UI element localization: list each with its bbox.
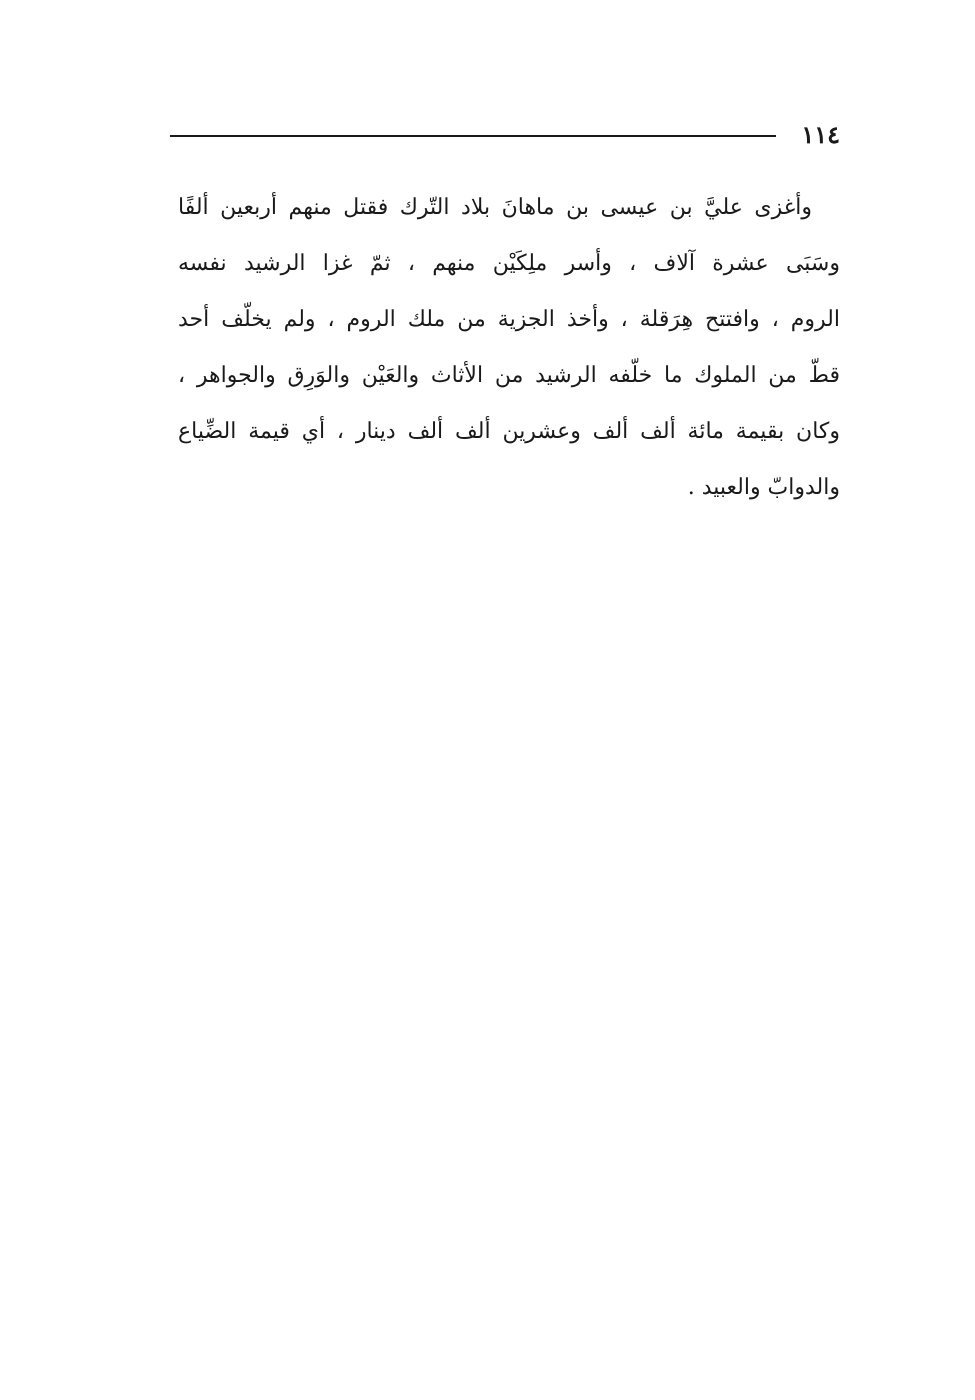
text-line: والدوابّ والعبيد .	[687, 475, 840, 500]
text-line: وسَبَى عشرة آلاف ، وأسر ملِكَيْن منهم ، ثمّ غزا الرشيد نفسه	[178, 251, 840, 276]
text-line: وأغزى عليَّ بن عيسى بن ماهانَ بلاد التّرك فقتل منهم أربعين ألفًا	[178, 195, 812, 220]
text-line: قطّ من الملوك ما خلّفه الرشيد من الأثاث والعَيْن والوَرِق والجواهر ،	[178, 363, 840, 388]
text-line: وكان بقيمة مائة ألف ألف وعشرين ألف ألف دينار ، أي قيمة الضِّياع	[178, 419, 840, 444]
page-header	[170, 120, 840, 150]
header-rule	[170, 135, 776, 137]
body-paragraph	[178, 180, 840, 516]
text-line: الروم ، وافتتح هِرَقلة ، وأخذ الجزية من ملك الروم ، ولم يخلّف أحد	[178, 307, 840, 332]
page-number: ١١٤	[801, 120, 840, 149]
